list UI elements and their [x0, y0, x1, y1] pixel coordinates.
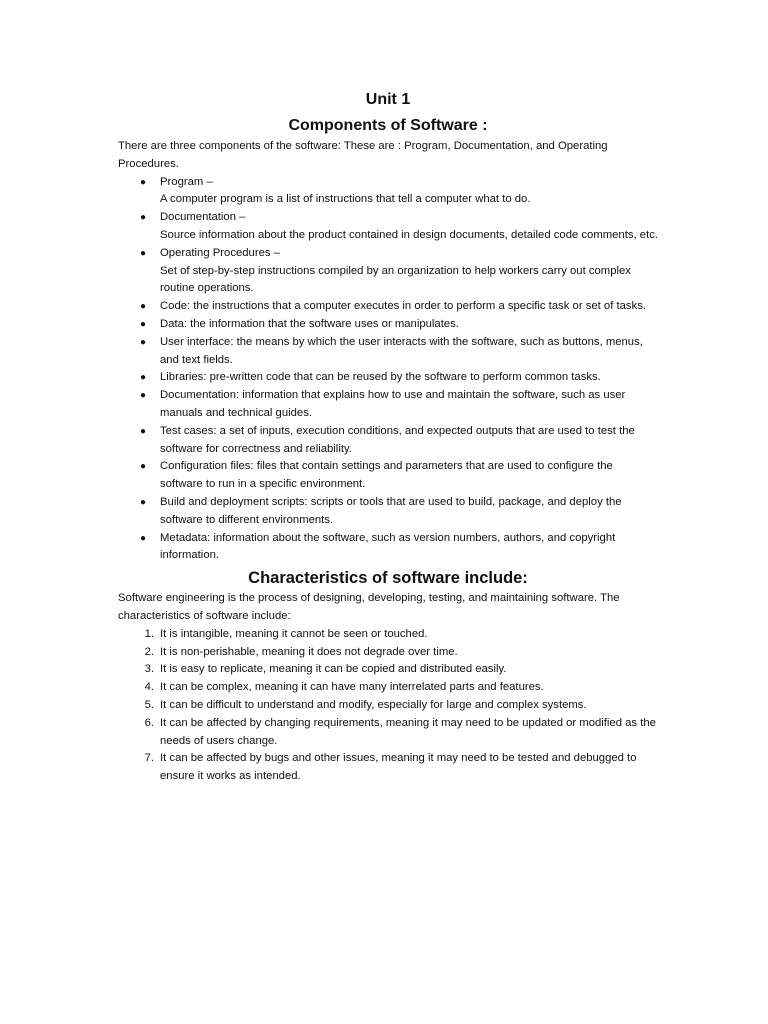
list-item: [118, 679, 658, 697]
list-item-text: Test cases: a set of inputs, execution conditions, and expected outputs that are used to test the software for correctness and reliability.: [160, 424, 635, 455]
bullet-icon: ●: [140, 336, 147, 348]
list-item-text: Data: the information that the software uses or manipulates.: [160, 317, 459, 330]
list-item-text: It can be difficult to understand and modify, especially for large and complex systems.: [160, 698, 587, 711]
list-item: [118, 387, 658, 423]
list-item: [118, 626, 658, 644]
bullet-icon: ●: [140, 532, 147, 544]
list-item-text: It can be complex, meaning it can have many interrelated parts and features.: [160, 681, 544, 694]
list-item: [118, 661, 658, 679]
list-item-text: Documentation: information that explains how to use and maintain the software, such as user manuals and technical guides.: [160, 389, 626, 419]
list-item: [118, 334, 658, 370]
list-item-text: It is easy to replicate, meaning it can be copied and distributed easily.: [160, 663, 507, 676]
list-item-text: It is non-perishable, meaning it does not degrade over time.: [160, 645, 458, 658]
list-item-text: User interface: the means by which the user interacts with the software, such as buttons, menus, and text fields.: [160, 335, 643, 366]
list-item-head: Program –: [160, 175, 213, 188]
list-item-head: Operating Procedures –: [160, 246, 280, 259]
list-item: [118, 494, 658, 530]
list-item: [118, 369, 658, 387]
list-item-detail: A computer program is a list of instructions that tell a computer what to do.: [160, 193, 531, 206]
list-item-head: Documentation –: [160, 211, 246, 224]
list-item-text: Configuration files: files that contain settings and parameters that are used to configure the software to run in a specific environment.: [160, 460, 613, 491]
list-item: [118, 174, 658, 210]
list-item: [118, 530, 658, 566]
components-intro: There are three components of the software: These are : Program, Documentation, and Operating Procedures.: [118, 140, 608, 170]
list-item: [118, 209, 658, 245]
components-list: [118, 174, 658, 566]
list-item-detail: Source information about the product contained in design documents, detailed code comments, etc.: [160, 228, 658, 241]
bullet-icon: ●: [140, 496, 147, 508]
unit-title: Unit 1: [365, 91, 411, 108]
bullet-icon: ●: [140, 212, 147, 224]
list-item: [118, 715, 658, 751]
list-number: 6.: [144, 716, 154, 729]
list-item-text: Build and deployment scripts: scripts or tools that are used to build, package, and deploy the software to different environments.: [160, 495, 622, 526]
list-item: [118, 750, 658, 786]
bullet-icon: ●: [140, 318, 147, 330]
bullet-icon: ●: [140, 176, 147, 188]
list-item: [118, 298, 658, 316]
list-item-detail: Set of step-by-step instructions compiled by an organization to help workers carry out complex routine operations.: [160, 264, 631, 295]
list-item: [118, 697, 658, 715]
characteristics-heading: Characteristics of software include:: [248, 569, 528, 588]
list-item-text: It can be affected by bugs and other issues, meaning it may need to be tested and debugged to ensure it works as intended.: [160, 752, 637, 783]
list-item: [118, 245, 658, 298]
list-number: 4.: [144, 681, 154, 694]
bullet-icon: ●: [140, 425, 147, 437]
list-item-text: Code: the instructions that a computer executes in order to perform a specific task or set of tasks.: [160, 300, 646, 313]
bullet-icon: ●: [140, 461, 147, 473]
document-page: [118, 88, 658, 786]
list-number: 2.: [144, 645, 154, 658]
characteristics-list: [118, 626, 658, 786]
bullet-icon: ●: [140, 301, 147, 313]
bullet-icon: ●: [140, 372, 147, 384]
bullet-icon: ●: [140, 390, 147, 402]
list-number: 5.: [144, 698, 154, 711]
list-item: [118, 316, 658, 334]
list-item-text: Libraries: pre-written code that can be reused by the software to perform common tasks.: [160, 371, 601, 384]
bullet-icon: ●: [140, 247, 147, 259]
list-item: [118, 644, 658, 662]
list-item-text: It is intangible, meaning it cannot be seen or touched.: [160, 627, 428, 640]
list-number: 7.: [144, 752, 154, 765]
list-item-text: Metadata: information about the software, such as version numbers, authors, and copyright information.: [160, 531, 616, 562]
list-number: 3.: [144, 663, 154, 676]
list-item: [118, 458, 658, 494]
list-item-text: It can be affected by changing requirements, meaning it may need to be updated or modified as the needs of users change.: [160, 716, 656, 747]
list-item: [118, 423, 658, 459]
list-number: 1.: [144, 627, 154, 640]
components-heading: Components of Software :: [288, 117, 488, 134]
characteristics-intro: Software engineering is the process of designing, developing, testing, and maintaining software. The characteristics of software include:: [118, 592, 620, 622]
